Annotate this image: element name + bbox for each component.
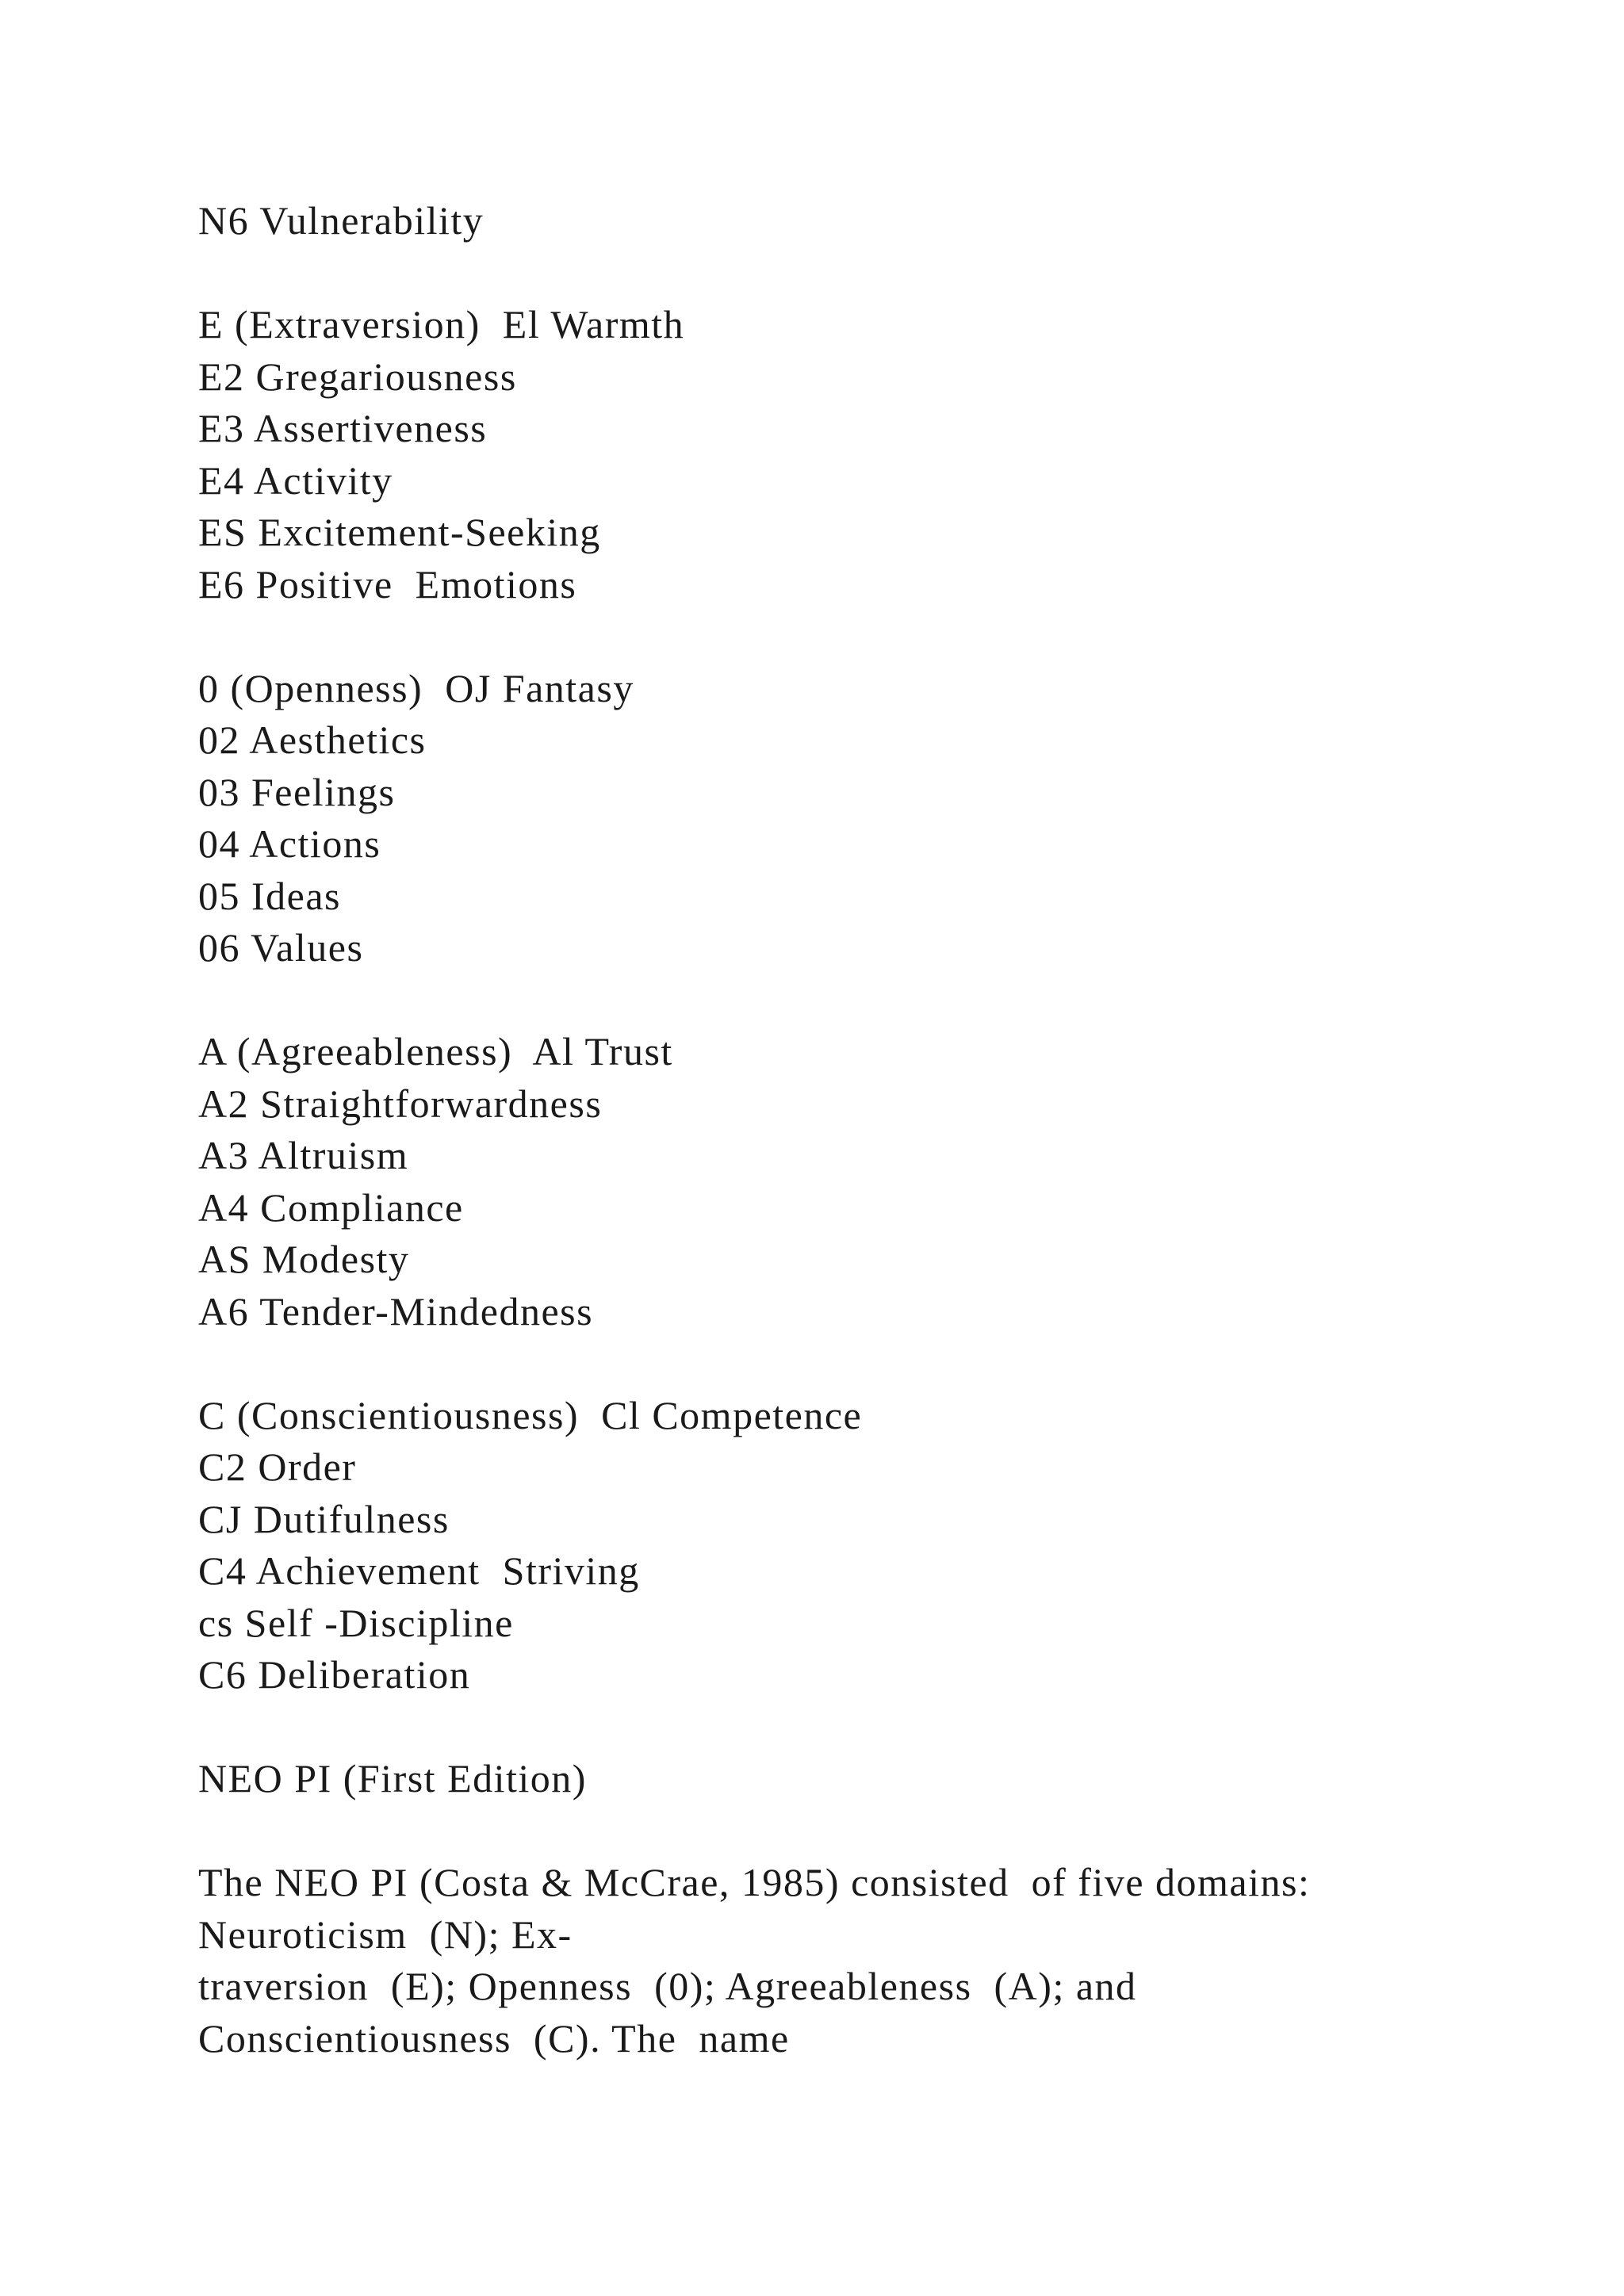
text-line: A2 Straightforwardness — [198, 1081, 603, 1126]
text-line: C6 Deliberation — [198, 1652, 471, 1697]
text-line: A (Agreeableness) Al Trust — [198, 1029, 673, 1073]
text-line: CJ Dutifulness — [198, 1496, 450, 1541]
text-line: C (Conscientiousness) Cl Competence — [198, 1392, 863, 1437]
text-line: 0 (Openness) OJ Fantasy — [198, 665, 634, 710]
text-line: Neuroticism (N); Ex- — [198, 1911, 573, 1957]
agreeableness-facets-block — [198, 1026, 1467, 1337]
text-line: 06 Values — [198, 925, 364, 970]
text-line: A3 Altruism — [198, 1133, 409, 1177]
text-line: E6 Positive Emotions — [198, 561, 577, 607]
text-line: 03 Feelings — [198, 769, 396, 814]
text-line: 05 Ideas — [198, 873, 341, 918]
text-line: cs Self -Discipline — [198, 1600, 514, 1645]
text-line: 04 Actions — [198, 821, 381, 866]
openness-facets-block — [198, 663, 1467, 974]
section-heading-block — [198, 1753, 1467, 1805]
text-line: ES Excitement-Seeking — [198, 510, 601, 554]
text-line: 02 Aesthetics — [198, 718, 427, 762]
text-line: E4 Activity — [198, 457, 393, 503]
text-line: AS Modesty — [198, 1237, 410, 1281]
text-line: E3 Assertiveness — [198, 406, 488, 450]
section-heading: NEO PI (First Edition) — [198, 1756, 587, 1800]
extraversion-facets-block — [198, 299, 1467, 610]
text-line: C2 Order — [198, 1445, 357, 1489]
text-line: Conscientiousness (C). The name — [198, 2015, 790, 2061]
text-line: traversion (E); Openness (0); Agreeableness (A); and — [198, 1964, 1137, 2008]
text-line: E (Extraversion) El Warmth — [198, 302, 685, 346]
text-line: The NEO PI (Costa & McCrae, 1985) consisted of five domains: — [198, 1860, 1311, 1904]
text-line: A6 Tender-Mindedness — [198, 1288, 594, 1334]
text-line: A4 Compliance — [198, 1184, 464, 1230]
text-line: N6 Vulnerability — [198, 198, 485, 243]
document-body — [198, 195, 1467, 2117]
conscientiousness-facets-block — [198, 1390, 1467, 1701]
text-line: C4 Achievement Striving — [198, 1548, 640, 1593]
neuroticism-tail-block — [198, 195, 1467, 247]
body-paragraph — [198, 1857, 1467, 2064]
text-line: E2 Gregariousness — [198, 354, 517, 399]
